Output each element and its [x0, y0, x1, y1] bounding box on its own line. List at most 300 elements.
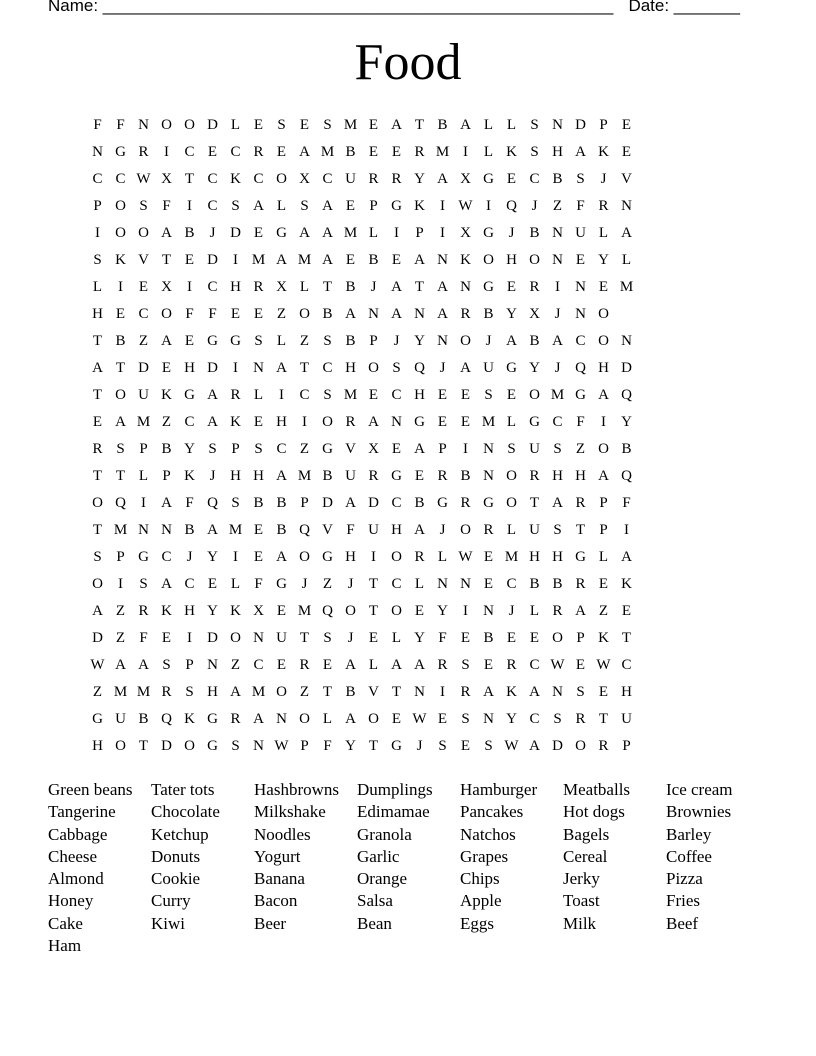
grid-letter[interactable]: P	[139, 441, 148, 457]
grid-letter[interactable]: D	[230, 225, 241, 241]
grid-letter[interactable]: P	[599, 117, 608, 133]
grid-letter[interactable]: R	[575, 711, 586, 727]
grid-letter[interactable]: L	[529, 603, 540, 619]
grid-letter[interactable]: S	[254, 333, 263, 349]
grid-letter[interactable]: T	[92, 387, 103, 403]
grid-letter[interactable]: W	[458, 198, 473, 214]
grid-letter[interactable]: A	[276, 252, 287, 268]
grid-letter[interactable]: F	[185, 495, 194, 511]
grid-letter[interactable]: C	[207, 279, 218, 295]
grid-letter[interactable]: A	[161, 225, 172, 241]
grid-letter[interactable]: N	[621, 198, 632, 214]
grid-letter[interactable]: L	[506, 522, 517, 538]
grid-letter[interactable]: E	[598, 279, 609, 295]
grid-letter[interactable]: A	[483, 684, 494, 700]
grid-letter[interactable]: U	[575, 225, 586, 241]
grid-letter[interactable]: A	[575, 144, 586, 160]
grid-letter[interactable]: Y	[207, 549, 218, 565]
grid-letter[interactable]: P	[300, 738, 309, 754]
grid-letter[interactable]: A	[345, 711, 356, 727]
grid-letter[interactable]: X	[161, 171, 172, 187]
grid-letter[interactable]: L	[414, 576, 425, 592]
grid-letter[interactable]: K	[230, 171, 241, 187]
grid-letter[interactable]: G	[483, 171, 494, 187]
grid-letter[interactable]: O	[184, 117, 195, 133]
grid-letter[interactable]: N	[253, 360, 264, 376]
grid-letter[interactable]: R	[414, 549, 425, 565]
grid-letter[interactable]: Y	[621, 414, 632, 430]
grid-letter[interactable]: J	[554, 360, 561, 376]
grid-letter[interactable]: T	[414, 279, 425, 295]
grid-letter[interactable]: A	[161, 333, 172, 349]
grid-letter[interactable]: A	[437, 171, 448, 187]
grid-letter[interactable]: S	[553, 522, 562, 538]
grid-letter[interactable]: S	[553, 711, 562, 727]
grid-letter[interactable]: C	[529, 711, 540, 727]
grid-letter[interactable]: T	[92, 522, 103, 538]
grid-letter[interactable]: D	[207, 360, 218, 376]
grid-letter[interactable]: E	[575, 657, 586, 673]
grid-letter[interactable]: S	[231, 738, 240, 754]
grid-letter[interactable]: E	[391, 441, 402, 457]
grid-letter[interactable]: E	[207, 144, 218, 160]
grid-letter[interactable]: G	[322, 441, 333, 457]
grid-letter[interactable]: O	[115, 198, 126, 214]
grid-letter[interactable]: R	[460, 495, 471, 511]
grid-letter[interactable]: B	[529, 576, 540, 592]
grid-letter[interactable]: O	[598, 306, 609, 322]
grid-letter[interactable]: R	[138, 603, 149, 619]
grid-letter[interactable]: F	[185, 306, 194, 322]
grid-letter[interactable]: J	[209, 225, 216, 241]
grid-letter[interactable]: N	[161, 522, 172, 538]
grid-letter[interactable]: I	[233, 549, 238, 565]
grid-letter[interactable]: O	[276, 684, 287, 700]
grid-letter[interactable]: A	[138, 657, 149, 673]
grid-letter[interactable]: S	[530, 117, 539, 133]
grid-letter[interactable]: I	[141, 495, 146, 511]
grid-letter[interactable]: C	[621, 657, 632, 673]
grid-letter[interactable]: K	[506, 684, 517, 700]
grid-letter[interactable]: N	[621, 333, 632, 349]
grid-letter[interactable]: L	[230, 576, 241, 592]
grid-letter[interactable]: X	[460, 171, 471, 187]
grid-letter[interactable]: E	[575, 252, 586, 268]
grid-letter[interactable]: H	[391, 522, 402, 538]
grid-letter[interactable]: A	[207, 522, 218, 538]
grid-letter[interactable]: S	[507, 441, 516, 457]
grid-letter[interactable]: E	[437, 414, 448, 430]
grid-letter[interactable]: R	[253, 279, 264, 295]
grid-letter[interactable]: H	[552, 144, 563, 160]
grid-letter[interactable]: K	[115, 252, 126, 268]
grid-letter[interactable]: L	[391, 630, 402, 646]
grid-letter[interactable]: Y	[414, 630, 425, 646]
grid-letter[interactable]: P	[576, 630, 585, 646]
grid-letter[interactable]: A	[391, 306, 402, 322]
grid-letter[interactable]: S	[323, 387, 332, 403]
grid-letter[interactable]: E	[598, 576, 609, 592]
grid-letter[interactable]: L	[322, 711, 333, 727]
grid-letter[interactable]: D	[621, 360, 632, 376]
grid-letter[interactable]: I	[440, 198, 445, 214]
grid-letter[interactable]: E	[253, 306, 264, 322]
grid-letter[interactable]: J	[531, 198, 538, 214]
grid-letter[interactable]: M	[297, 252, 312, 268]
grid-letter[interactable]: O	[529, 252, 540, 268]
grid-letter[interactable]: F	[139, 630, 148, 646]
grid-letter[interactable]: A	[207, 387, 218, 403]
grid-letter[interactable]: F	[208, 306, 217, 322]
grid-letter[interactable]: A	[460, 117, 471, 133]
grid-letter[interactable]: G	[575, 549, 586, 565]
grid-letter[interactable]: Y	[414, 171, 425, 187]
grid-letter[interactable]: O	[299, 711, 310, 727]
grid-letter[interactable]: A	[207, 414, 218, 430]
grid-letter[interactable]: B	[345, 684, 356, 700]
grid-letter[interactable]: K	[184, 711, 195, 727]
grid-letter[interactable]: O	[345, 603, 356, 619]
grid-letter[interactable]: I	[440, 684, 445, 700]
grid-letter[interactable]: O	[552, 630, 563, 646]
grid-letter[interactable]: E	[276, 144, 287, 160]
grid-letter[interactable]: R	[368, 171, 379, 187]
grid-letter[interactable]: C	[552, 414, 563, 430]
grid-letter[interactable]: T	[138, 738, 149, 754]
grid-letter[interactable]: Z	[138, 333, 149, 349]
grid-letter[interactable]: P	[300, 495, 309, 511]
grid-letter[interactable]: S	[300, 198, 309, 214]
grid-letter[interactable]: N	[483, 711, 494, 727]
grid-letter[interactable]: S	[185, 684, 194, 700]
grid-letter[interactable]: A	[437, 306, 448, 322]
grid-letter[interactable]: O	[92, 576, 103, 592]
grid-letter[interactable]: X	[368, 441, 379, 457]
grid-letter[interactable]: F	[116, 117, 125, 133]
grid-letter[interactable]: A	[552, 333, 563, 349]
grid-letter[interactable]: A	[345, 306, 356, 322]
grid-letter[interactable]: S	[231, 198, 240, 214]
grid-letter[interactable]: T	[368, 738, 379, 754]
grid-letter[interactable]: O	[299, 549, 310, 565]
grid-letter[interactable]: L	[483, 144, 494, 160]
grid-letter[interactable]: L	[483, 117, 494, 133]
grid-letter[interactable]: O	[115, 225, 126, 241]
grid-letter[interactable]: E	[483, 657, 494, 673]
grid-letter[interactable]: O	[368, 360, 379, 376]
grid-letter[interactable]: N	[391, 414, 402, 430]
grid-letter[interactable]: E	[368, 387, 379, 403]
grid-letter[interactable]: D	[552, 738, 563, 754]
grid-letter[interactable]: L	[368, 225, 379, 241]
grid-letter[interactable]: I	[233, 360, 238, 376]
grid-letter[interactable]: J	[186, 549, 193, 565]
grid-letter[interactable]: E	[621, 144, 632, 160]
grid-letter[interactable]: N	[460, 279, 471, 295]
grid-letter[interactable]: S	[254, 441, 263, 457]
grid-letter[interactable]: S	[93, 252, 102, 268]
grid-letter[interactable]: N	[207, 657, 218, 673]
grid-letter[interactable]: I	[187, 630, 192, 646]
grid-letter[interactable]: E	[207, 576, 218, 592]
grid-letter[interactable]: P	[162, 468, 171, 484]
grid-letter[interactable]: N	[437, 576, 448, 592]
grid-letter[interactable]: J	[347, 630, 354, 646]
grid-letter[interactable]: C	[253, 657, 264, 673]
grid-letter[interactable]: A	[414, 657, 425, 673]
grid-letter[interactable]: A	[115, 414, 126, 430]
grid-letter[interactable]: Y	[506, 711, 517, 727]
grid-letter[interactable]: B	[253, 495, 264, 511]
grid-letter[interactable]: C	[391, 387, 402, 403]
grid-letter[interactable]: E	[414, 468, 425, 484]
grid-letter[interactable]: A	[391, 657, 402, 673]
grid-letter[interactable]: H	[552, 468, 563, 484]
grid-letter[interactable]: F	[346, 522, 355, 538]
grid-letter[interactable]: J	[393, 333, 400, 349]
grid-letter[interactable]: O	[322, 414, 333, 430]
grid-letter[interactable]: O	[230, 630, 241, 646]
grid-letter[interactable]: R	[345, 414, 356, 430]
grid-letter[interactable]: C	[391, 576, 402, 592]
grid-letter[interactable]: P	[415, 225, 424, 241]
grid-letter[interactable]: F	[576, 198, 585, 214]
grid-letter[interactable]: R	[391, 171, 402, 187]
grid-letter[interactable]: S	[162, 657, 171, 673]
grid-letter[interactable]: A	[299, 225, 310, 241]
grid-letter[interactable]: L	[276, 198, 287, 214]
grid-letter[interactable]: C	[115, 171, 126, 187]
grid-letter[interactable]: H	[575, 468, 586, 484]
grid-letter[interactable]: S	[438, 738, 447, 754]
grid-letter[interactable]: E	[253, 522, 264, 538]
grid-letter[interactable]: N	[483, 603, 494, 619]
grid-letter[interactable]: G	[207, 738, 218, 754]
grid-letter[interactable]: T	[575, 522, 586, 538]
grid-letter[interactable]: T	[115, 360, 126, 376]
grid-letter[interactable]: M	[113, 522, 128, 538]
grid-letter[interactable]: L	[253, 387, 264, 403]
grid-letter[interactable]: I	[440, 225, 445, 241]
grid-letter[interactable]: E	[391, 252, 402, 268]
grid-letter[interactable]: B	[368, 252, 379, 268]
grid-letter[interactable]: L	[276, 333, 287, 349]
grid-letter[interactable]: G	[207, 711, 218, 727]
grid-letter[interactable]: O	[161, 117, 172, 133]
grid-letter[interactable]: C	[322, 360, 333, 376]
grid-letter[interactable]: B	[460, 468, 471, 484]
grid-letter[interactable]: J	[508, 225, 515, 241]
grid-letter[interactable]: A	[161, 576, 172, 592]
grid-letter[interactable]: M	[228, 522, 243, 538]
grid-letter[interactable]: E	[391, 711, 402, 727]
grid-letter[interactable]: G	[184, 387, 195, 403]
grid-letter[interactable]: Y	[506, 306, 517, 322]
grid-letter[interactable]: U	[483, 360, 494, 376]
grid-letter[interactable]: P	[438, 441, 447, 457]
grid-letter[interactable]: O	[391, 603, 402, 619]
grid-letter[interactable]: G	[483, 495, 494, 511]
grid-letter[interactable]: E	[391, 144, 402, 160]
grid-letter[interactable]: A	[92, 360, 103, 376]
grid-letter[interactable]: Q	[299, 522, 310, 538]
grid-letter[interactable]: I	[279, 387, 284, 403]
grid-letter[interactable]: A	[276, 360, 287, 376]
grid-letter[interactable]: U	[529, 441, 540, 457]
grid-letter[interactable]: L	[230, 117, 241, 133]
grid-letter[interactable]: B	[483, 630, 494, 646]
grid-letter[interactable]: C	[276, 441, 287, 457]
grid-letter[interactable]: R	[460, 306, 471, 322]
grid-letter[interactable]: I	[463, 441, 468, 457]
grid-letter[interactable]: A	[253, 198, 264, 214]
grid-letter[interactable]: R	[437, 657, 448, 673]
grid-letter[interactable]: R	[138, 144, 149, 160]
grid-letter[interactable]: S	[576, 171, 585, 187]
grid-letter[interactable]: Y	[207, 603, 218, 619]
grid-letter[interactable]: W	[504, 738, 519, 754]
grid-letter[interactable]: D	[322, 495, 333, 511]
grid-letter[interactable]: N	[414, 306, 425, 322]
grid-letter[interactable]: T	[391, 684, 402, 700]
grid-letter[interactable]: H	[276, 414, 287, 430]
grid-letter[interactable]: W	[136, 171, 151, 187]
grid-letter[interactable]: R	[253, 144, 264, 160]
grid-letter[interactable]: O	[115, 387, 126, 403]
grid-letter[interactable]: Y	[529, 360, 540, 376]
grid-letter[interactable]: Y	[598, 252, 609, 268]
grid-letter[interactable]: A	[276, 468, 287, 484]
grid-letter[interactable]: T	[299, 630, 310, 646]
grid-letter[interactable]: N	[253, 630, 264, 646]
grid-letter[interactable]: R	[230, 387, 241, 403]
grid-letter[interactable]: K	[230, 603, 241, 619]
grid-letter[interactable]: E	[230, 306, 241, 322]
grid-letter[interactable]: S	[323, 333, 332, 349]
grid-letter[interactable]: B	[552, 576, 563, 592]
grid-letter[interactable]: S	[139, 198, 148, 214]
grid-letter[interactable]: M	[113, 684, 128, 700]
grid-letter[interactable]: S	[323, 630, 332, 646]
grid-letter[interactable]: R	[575, 495, 586, 511]
grid-letter[interactable]: T	[322, 684, 333, 700]
grid-letter[interactable]: U	[621, 711, 632, 727]
grid-letter[interactable]: Z	[299, 333, 310, 349]
grid-letter[interactable]: Q	[322, 603, 333, 619]
grid-letter[interactable]: E	[115, 306, 126, 322]
grid-letter[interactable]: A	[460, 360, 471, 376]
grid-letter[interactable]: H	[230, 279, 241, 295]
grid-letter[interactable]: O	[598, 333, 609, 349]
grid-letter[interactable]: T	[368, 603, 379, 619]
grid-letter[interactable]: M	[251, 684, 266, 700]
grid-letter[interactable]: O	[276, 171, 287, 187]
grid-letter[interactable]: N	[414, 684, 425, 700]
grid-letter[interactable]: Z	[322, 576, 333, 592]
grid-letter[interactable]: G	[92, 711, 103, 727]
grid-letter[interactable]: I	[233, 252, 238, 268]
grid-letter[interactable]: A	[552, 495, 563, 511]
grid-letter[interactable]: C	[253, 171, 264, 187]
grid-letter[interactable]: Z	[299, 684, 310, 700]
grid-letter[interactable]: I	[95, 225, 100, 241]
grid-letter[interactable]: H	[230, 468, 241, 484]
grid-letter[interactable]: B	[552, 171, 563, 187]
grid-letter[interactable]: T	[92, 333, 103, 349]
grid-letter[interactable]: E	[460, 387, 471, 403]
grid-letter[interactable]: U	[115, 711, 126, 727]
grid-letter[interactable]: C	[230, 144, 241, 160]
grid-letter[interactable]: I	[371, 549, 376, 565]
grid-letter[interactable]: X	[529, 306, 540, 322]
grid-letter[interactable]: R	[414, 144, 425, 160]
grid-letter[interactable]: L	[368, 657, 379, 673]
grid-letter[interactable]: T	[621, 630, 632, 646]
grid-letter[interactable]: I	[486, 198, 491, 214]
grid-letter[interactable]: I	[118, 576, 123, 592]
grid-letter[interactable]: V	[322, 522, 333, 538]
grid-letter[interactable]: P	[622, 738, 631, 754]
grid-letter[interactable]: H	[621, 684, 632, 700]
grid-letter[interactable]: C	[184, 576, 195, 592]
grid-letter[interactable]: G	[391, 198, 402, 214]
grid-letter[interactable]: A	[322, 225, 333, 241]
grid-letter[interactable]: J	[347, 576, 354, 592]
grid-letter[interactable]: T	[368, 576, 379, 592]
grid-letter[interactable]: S	[208, 441, 217, 457]
grid-letter[interactable]: E	[184, 252, 195, 268]
grid-letter[interactable]: A	[575, 603, 586, 619]
grid-letter[interactable]: I	[463, 603, 468, 619]
grid-letter[interactable]: G	[391, 738, 402, 754]
grid-letter[interactable]: H	[207, 684, 218, 700]
grid-letter[interactable]: S	[530, 144, 539, 160]
grid-letter[interactable]: T	[161, 252, 172, 268]
grid-letter[interactable]: C	[161, 549, 172, 565]
grid-letter[interactable]: Z	[276, 306, 287, 322]
grid-letter[interactable]: F	[162, 198, 171, 214]
grid-letter[interactable]: A	[414, 252, 425, 268]
grid-letter[interactable]: W	[596, 657, 611, 673]
grid-letter[interactable]: J	[370, 279, 377, 295]
grid-letter[interactable]: B	[345, 144, 356, 160]
grid-letter[interactable]: O	[138, 225, 149, 241]
grid-letter[interactable]: U	[138, 387, 149, 403]
grid-letter[interactable]: O	[575, 738, 586, 754]
grid-letter[interactable]: R	[460, 684, 471, 700]
grid-letter[interactable]: S	[576, 684, 585, 700]
grid-letter[interactable]: K	[161, 387, 172, 403]
grid-letter[interactable]: E	[276, 657, 287, 673]
grid-letter[interactable]: A	[598, 387, 609, 403]
grid-letter[interactable]: Z	[575, 441, 586, 457]
grid-letter[interactable]: B	[276, 522, 287, 538]
grid-letter[interactable]: S	[461, 711, 470, 727]
grid-letter[interactable]: N	[92, 144, 103, 160]
grid-letter[interactable]: D	[207, 630, 218, 646]
grid-letter[interactable]: M	[297, 468, 312, 484]
grid-letter[interactable]: E	[345, 198, 356, 214]
grid-letter[interactable]: R	[92, 441, 103, 457]
grid-letter[interactable]: E	[368, 630, 379, 646]
grid-letter[interactable]: V	[138, 252, 149, 268]
grid-letter[interactable]: K	[506, 144, 517, 160]
grid-letter[interactable]: E	[483, 549, 494, 565]
grid-letter[interactable]: A	[414, 441, 425, 457]
grid-letter[interactable]: H	[506, 252, 517, 268]
grid-letter[interactable]: Z	[161, 414, 172, 430]
grid-letter[interactable]: A	[253, 711, 264, 727]
